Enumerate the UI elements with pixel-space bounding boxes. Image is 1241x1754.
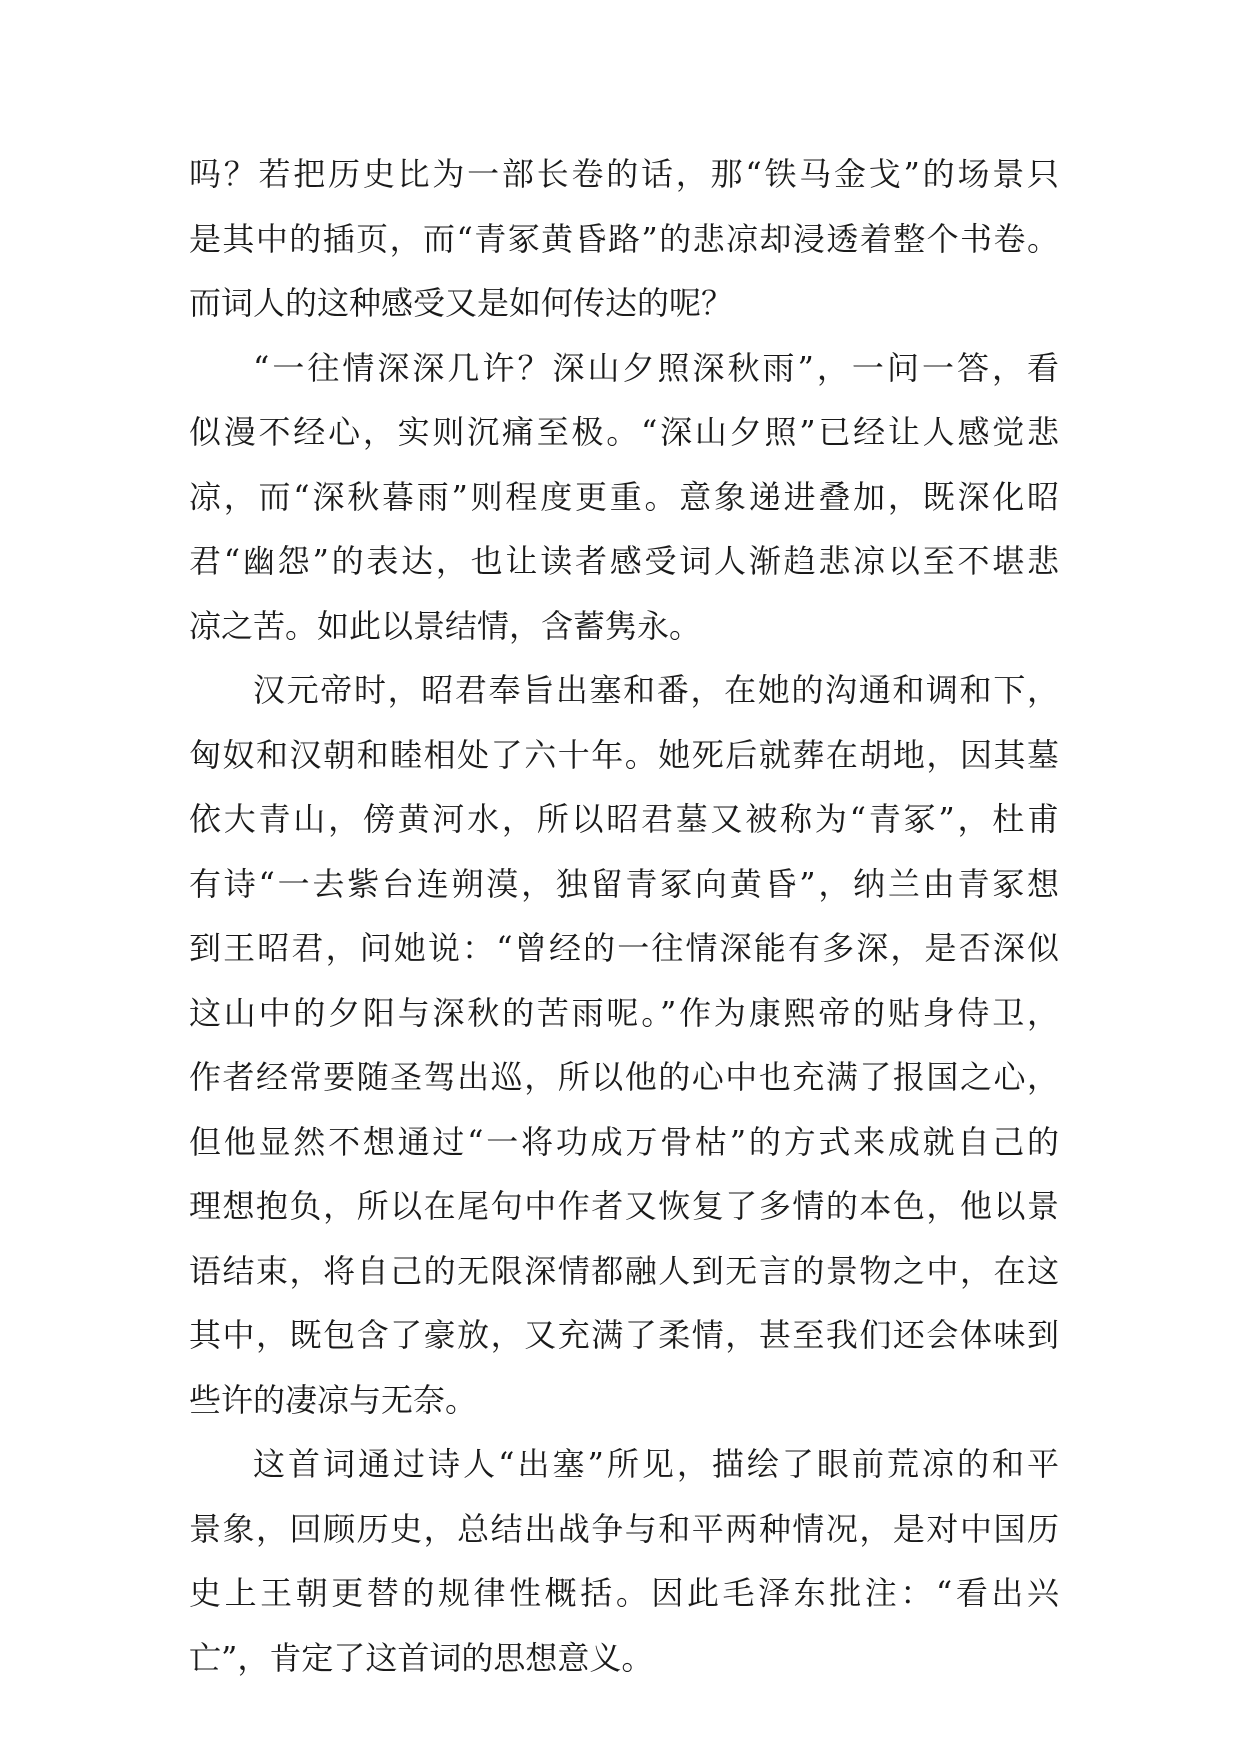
text-line: 这首词通过诗人“出塞”所见，描绘了眼前荒凉的和平 [253, 1445, 1059, 1483]
text-line: 似漫不经心，实则沉痛至极。“深山夕照”已经让人感觉悲 [189, 413, 1059, 451]
text-line: 是其中的插页，而“青冢黄昏路”的悲凉却浸透着整个书卷。 [189, 219, 1059, 258]
text-line: 依大青山，傍黄河水，所以昭君墓又被称为“青冢”，杜甫 [189, 800, 1059, 838]
text-line: 汉元帝时，昭君奉旨出塞和番，在她的沟通和调和下， [253, 671, 1059, 709]
text-line: 理想抱负，所以在尾句中作者又恢复了多情的本色，他以景 [189, 1187, 1059, 1225]
text-line: 景象，回顾历史，总结出战争与和平两种情况，是对中国历 [189, 1509, 1059, 1548]
text-line: 而词人的这种感受又是如何传达的呢？ [189, 284, 734, 322]
text-line: 凉之苦。如此以景结情，含蓄隽永。 [189, 606, 702, 645]
text-line: 凉，而“深秋暮雨”则程度更重。意象递进叠加，既深化昭 [189, 477, 1059, 516]
text-line: 吗？若把历史比为一部长卷的话，那“铁马金戈”的场景只 [189, 155, 1059, 193]
text-line: 语结束，将自己的无限深情都融人到无言的景物之中，在这 [189, 1251, 1059, 1290]
text-line: 匈奴和汉朝和睦相处了六十年。她死后就葬在胡地，因其墓 [189, 735, 1059, 774]
text-line: 史上王朝更替的规律性概括。因此毛泽东批注：“看出兴 [189, 1574, 1059, 1612]
text-line: 其中，既包含了豪放，又充满了柔情，甚至我们还会体味到 [189, 1316, 1059, 1354]
text-line: “一往情深深几许？深山夕照深秋雨”，一问一答，看 [253, 348, 1059, 387]
text-line: 亡”，肯定了这首词的思想意义。 [189, 1638, 654, 1677]
text-line: 这山中的夕阳与深秋的苦雨呢。”作为康熙帝的贴身侍卫， [189, 993, 1059, 1032]
text-line: 些许的凄凉与无奈。 [189, 1380, 478, 1419]
text-line: 有诗“一去紫台连朔漠，独留青冢向黄昏”，纳兰由青冢想 [189, 864, 1059, 903]
text-line: 但他显然不想通过“一将功成万骨枯”的方式来成就自己的 [189, 1122, 1059, 1161]
text-line: 到王昭君，问她说：“曾经的一往情深能有多深，是否深似 [189, 929, 1059, 967]
text-line: 作者经常要随圣驾出巡，所以他的心中也充满了报国之心， [189, 1058, 1059, 1096]
document-body [189, 142, 1059, 1690]
text-line: 君“幽怨”的表达，也让读者感受词人渐趋悲凉以至不堪悲 [189, 542, 1059, 580]
